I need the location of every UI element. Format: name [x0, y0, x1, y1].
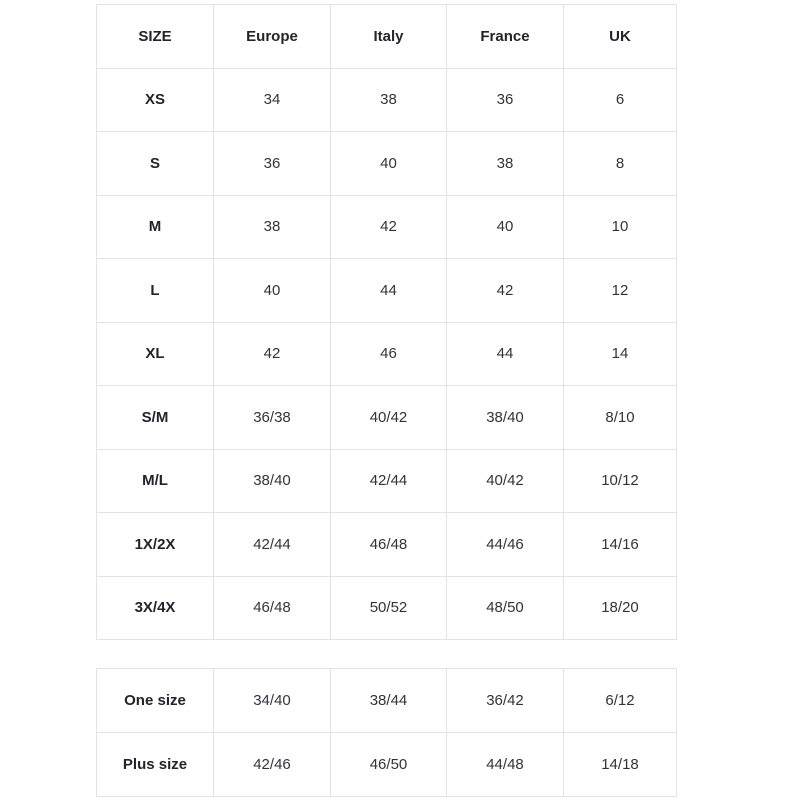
table-row [97, 132, 677, 196]
row-label: 3X/4X [97, 576, 214, 640]
row-label: One size [97, 669, 214, 733]
table-row [97, 322, 677, 386]
main-size-table [96, 4, 677, 640]
column-header-france: France [447, 5, 564, 69]
cell-france: 44/46 [447, 513, 564, 577]
cell-europe: 36/38 [214, 386, 331, 450]
cell-italy: 40 [331, 132, 447, 196]
column-header-size: SIZE [97, 5, 214, 69]
table-row [97, 733, 677, 797]
row-label: XL [97, 322, 214, 386]
cell-france: 44/48 [447, 733, 564, 797]
table-row [97, 386, 677, 450]
cell-italy: 46/50 [331, 733, 447, 797]
row-label: S/M [97, 386, 214, 450]
cell-france: 42 [447, 259, 564, 323]
cell-uk: 10/12 [564, 449, 677, 513]
cell-italy: 46 [331, 322, 447, 386]
cell-italy: 38/44 [331, 669, 447, 733]
cell-europe: 46/48 [214, 576, 331, 640]
cell-uk: 10 [564, 195, 677, 259]
column-header-italy: Italy [331, 5, 447, 69]
main-size-table-container [96, 4, 676, 640]
cell-uk: 8/10 [564, 386, 677, 450]
cell-uk: 14/18 [564, 733, 677, 797]
cell-europe: 38/40 [214, 449, 331, 513]
row-label: 1X/2X [97, 513, 214, 577]
cell-france: 38 [447, 132, 564, 196]
row-label: XS [97, 68, 214, 132]
cell-uk: 6 [564, 68, 677, 132]
cell-france: 38/40 [447, 386, 564, 450]
table-body [97, 68, 677, 640]
cell-france: 44 [447, 322, 564, 386]
cell-italy: 40/42 [331, 386, 447, 450]
column-header-uk: UK [564, 5, 677, 69]
cell-france: 40/42 [447, 449, 564, 513]
cell-uk: 18/20 [564, 576, 677, 640]
row-label: S [97, 132, 214, 196]
cell-italy: 46/48 [331, 513, 447, 577]
secondary-size-table [96, 668, 677, 797]
table-row [97, 669, 677, 733]
cell-italy: 42/44 [331, 449, 447, 513]
table-header-row [97, 5, 677, 69]
cell-italy: 38 [331, 68, 447, 132]
row-label: M/L [97, 449, 214, 513]
cell-france: 36/42 [447, 669, 564, 733]
row-label: L [97, 259, 214, 323]
cell-italy: 44 [331, 259, 447, 323]
cell-france: 48/50 [447, 576, 564, 640]
cell-europe: 34/40 [214, 669, 331, 733]
cell-france: 40 [447, 195, 564, 259]
cell-italy: 50/52 [331, 576, 447, 640]
row-label: Plus size [97, 733, 214, 797]
table-row [97, 449, 677, 513]
table-row [97, 259, 677, 323]
table-header [97, 5, 677, 69]
cell-europe: 38 [214, 195, 331, 259]
table-row [97, 68, 677, 132]
cell-uk: 14/16 [564, 513, 677, 577]
row-label: M [97, 195, 214, 259]
table-row [97, 195, 677, 259]
column-header-europe: Europe [214, 5, 331, 69]
secondary-size-table-container [96, 668, 676, 797]
table-row [97, 513, 677, 577]
table-row [97, 576, 677, 640]
table-body [97, 669, 677, 797]
cell-europe: 36 [214, 132, 331, 196]
cell-europe: 42 [214, 322, 331, 386]
cell-europe: 42/44 [214, 513, 331, 577]
cell-europe: 40 [214, 259, 331, 323]
cell-france: 36 [447, 68, 564, 132]
cell-uk: 12 [564, 259, 677, 323]
cell-uk: 14 [564, 322, 677, 386]
cell-italy: 42 [331, 195, 447, 259]
cell-europe: 34 [214, 68, 331, 132]
cell-uk: 6/12 [564, 669, 677, 733]
cell-uk: 8 [564, 132, 677, 196]
cell-europe: 42/46 [214, 733, 331, 797]
